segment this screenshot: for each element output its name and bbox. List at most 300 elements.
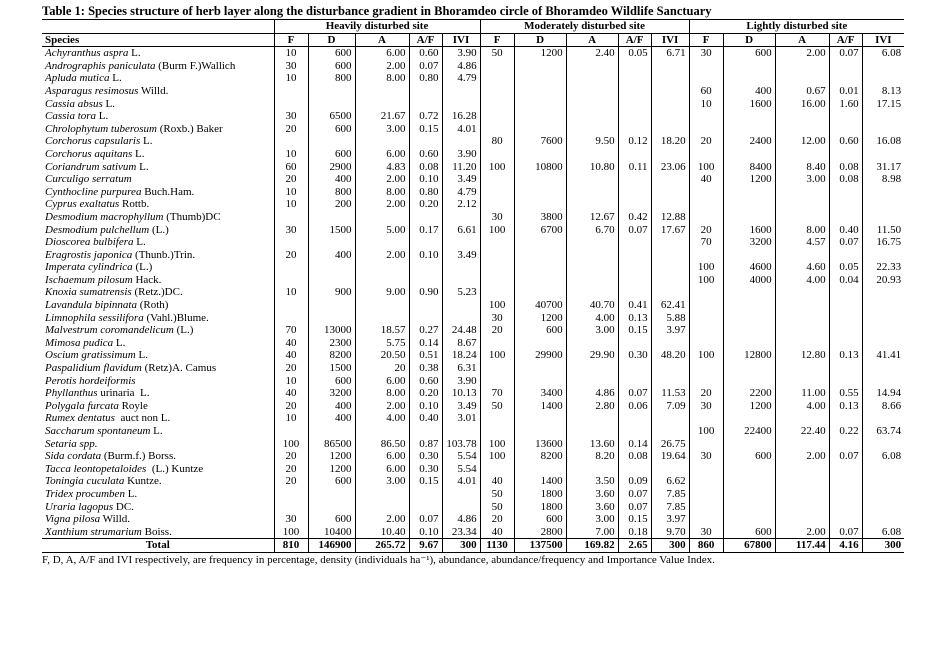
cell-m-f: 30 [480, 211, 514, 224]
cell-l-a: 0.67 [775, 85, 829, 98]
species-authority: (Burm F.)Wallich [155, 59, 236, 72]
cell-m-d: 13600 [514, 438, 566, 451]
cell-l-d: 400 [723, 85, 775, 98]
cell-h-af [409, 425, 442, 438]
cell-h-f: 40 [274, 387, 308, 400]
cell-m-a: 13.60 [566, 438, 618, 451]
species-name: Xanthium strumarium [45, 525, 142, 538]
species-cell [42, 110, 274, 123]
cell-m-f [480, 337, 514, 350]
cell-h-af: 0.60 [409, 375, 442, 388]
cell-h-f: 10 [274, 412, 308, 425]
table-row [42, 72, 904, 85]
cell-l-af [829, 362, 862, 375]
cell-h-a: 3.00 [355, 475, 409, 488]
cell-m-af: 0.07 [618, 501, 651, 514]
cell-l-d [723, 488, 775, 501]
cell-h-ivi: 6.31 [442, 362, 480, 375]
cell-h-a: 2.00 [355, 173, 409, 186]
species-name: Cyprus exaltatus [45, 198, 120, 211]
cell-l-d: 1600 [723, 98, 775, 111]
cell-m-a: 8.20 [566, 450, 618, 463]
cell-m-a: 3.60 [566, 501, 618, 514]
cell-h-ivi: 3.90 [442, 148, 480, 161]
cell-m-af: 0.13 [618, 312, 651, 325]
cell-l-af: 0.07 [829, 236, 862, 249]
column-header-h-4: IVI [442, 33, 480, 47]
total-m-d: 137500 [514, 539, 566, 553]
cell-h-d [308, 211, 355, 224]
species-authority: (Burm.f.) Borss. [101, 450, 176, 463]
cell-l-af: 0.60 [829, 135, 862, 148]
cell-m-a [566, 337, 618, 350]
cell-m-d [514, 173, 566, 186]
cell-l-ivi: 8.98 [862, 173, 904, 186]
cell-m-ivi: 11.53 [651, 387, 689, 400]
cell-h-ivi: 6.61 [442, 224, 480, 237]
cell-l-d [723, 312, 775, 325]
species-name: Apluda mutica [45, 72, 110, 85]
table-row [42, 387, 904, 400]
cell-h-d: 8200 [308, 349, 355, 362]
cell-m-af: 0.07 [618, 224, 651, 237]
species-authority: urinaria L. [97, 387, 150, 400]
species-authority: L. [124, 487, 138, 500]
cell-h-ivi: 18.24 [442, 349, 480, 362]
table-row [42, 349, 904, 362]
cell-l-af [829, 488, 862, 501]
cell-m-f: 40 [480, 475, 514, 488]
species-authority: (Retz.)DC. [131, 286, 183, 299]
cell-m-f: 50 [480, 47, 514, 60]
cell-m-f [480, 362, 514, 375]
cell-m-ivi [651, 60, 689, 73]
cell-m-a [566, 60, 618, 73]
cell-m-a [566, 362, 618, 375]
cell-h-ivi [442, 211, 480, 224]
cell-h-ivi [442, 312, 480, 325]
cell-l-d: 600 [723, 450, 775, 463]
cell-m-af: 0.07 [618, 387, 651, 400]
cell-h-d [308, 299, 355, 312]
cell-l-f: 100 [689, 425, 723, 438]
column-header-m-4: IVI [651, 33, 689, 47]
species-name: Andrographis paniculata [45, 59, 156, 72]
cell-l-ivi [862, 286, 904, 299]
species-name: Desmodium pulchellum [45, 223, 150, 236]
cell-m-af: 0.41 [618, 299, 651, 312]
cell-h-a: 86.50 [355, 438, 409, 451]
cell-l-f [689, 110, 723, 123]
cell-l-f: 30 [689, 400, 723, 413]
cell-l-f [689, 463, 723, 476]
cell-l-f: 60 [689, 85, 723, 98]
cell-l-af [829, 324, 862, 337]
species-name: Tridex procumben [45, 487, 125, 500]
document [42, 3, 902, 567]
cell-m-f [480, 274, 514, 287]
table-row [42, 475, 904, 488]
cell-m-d [514, 274, 566, 287]
species-authority: L. [136, 160, 149, 173]
cell-l-d: 4600 [723, 261, 775, 274]
cell-h-a: 4.83 [355, 161, 409, 174]
table-caption: Table 1: Species structure of herb layer along the disturbance gradient in Bhoramdeo circle of Bhoramdeo Wildlife Sanctuary [42, 4, 712, 18]
cell-m-a: 9.50 [566, 135, 618, 148]
species-name: Imperata cylindrica [45, 261, 133, 274]
species-name: Setaria spp. [45, 437, 98, 450]
cell-m-f: 100 [480, 349, 514, 362]
species-cell [42, 286, 274, 299]
cell-l-d: 600 [723, 47, 775, 60]
cell-l-a [775, 148, 829, 161]
species-name: Ischaemum pilosum [45, 273, 133, 286]
cell-h-a [355, 312, 409, 325]
column-header-h-2: A [355, 33, 409, 47]
cell-h-ivi: 4.86 [442, 513, 480, 526]
cell-l-ivi: 6.08 [862, 526, 904, 539]
cell-h-af: 0.40 [409, 412, 442, 425]
cell-h-af: 0.10 [409, 400, 442, 413]
cell-m-a [566, 261, 618, 274]
cell-h-f: 20 [274, 173, 308, 186]
cell-m-f [480, 425, 514, 438]
cell-h-f [274, 501, 308, 514]
cell-h-af [409, 261, 442, 274]
group-lightly: Lightly disturbed site [689, 20, 904, 34]
cell-m-f: 40 [480, 526, 514, 539]
footnote: F, D, A, A/F and IVI respectively, are frequency in percentage, density (individuals ha⁻¹), abundance, abundance/frequency and Importance Value Index. [42, 553, 715, 566]
cell-m-f [480, 123, 514, 136]
cell-l-af [829, 412, 862, 425]
cell-l-a [775, 249, 829, 262]
cell-l-ivi [862, 299, 904, 312]
cell-m-f [480, 98, 514, 111]
cell-m-a: 2.40 [566, 47, 618, 60]
cell-m-af [618, 412, 651, 425]
cell-l-f [689, 198, 723, 211]
species-name: Phyllanthus [45, 387, 98, 400]
cell-l-af [829, 475, 862, 488]
species-cell [42, 299, 274, 312]
cell-l-f: 100 [689, 349, 723, 362]
cell-m-ivi: 5.88 [651, 312, 689, 325]
column-header-m-0: F [480, 33, 514, 47]
table-row [42, 123, 904, 136]
species-cell [42, 161, 274, 174]
cell-m-f [480, 286, 514, 299]
cell-l-d [723, 123, 775, 136]
cell-h-af: 0.10 [409, 173, 442, 186]
cell-m-f [480, 249, 514, 262]
species-authority: L. [102, 97, 116, 110]
species-cell [42, 387, 274, 400]
cell-l-ivi [862, 249, 904, 262]
cell-l-a [775, 312, 829, 325]
species-authority: L. [133, 236, 146, 249]
cell-l-d [723, 198, 775, 211]
cell-h-d: 600 [308, 375, 355, 388]
cell-m-a [566, 72, 618, 85]
cell-m-ivi [651, 375, 689, 388]
cell-l-d [723, 513, 775, 526]
species-authority: L. [150, 425, 163, 437]
cell-m-ivi: 7.09 [651, 400, 689, 413]
cell-l-d [723, 362, 775, 375]
cell-l-d: 2400 [723, 135, 775, 148]
cell-h-d [308, 501, 355, 514]
cell-l-f: 100 [689, 161, 723, 174]
cell-l-f [689, 186, 723, 199]
cell-h-ivi [442, 261, 480, 274]
cell-h-a: 8.00 [355, 387, 409, 400]
species-name: Curculigo serratum [45, 173, 132, 186]
cell-l-d [723, 286, 775, 299]
cell-l-a [775, 438, 829, 451]
table-row [42, 274, 904, 287]
cell-m-a [566, 463, 618, 476]
cell-m-af [618, 286, 651, 299]
cell-m-d: 7600 [514, 135, 566, 148]
cell-m-a: 12.67 [566, 211, 618, 224]
cell-h-f: 10 [274, 186, 308, 199]
total-h-ivi: 300 [442, 539, 480, 553]
cell-h-a [355, 211, 409, 224]
cell-l-a [775, 211, 829, 224]
species-name: Achyranthus aspra [45, 47, 129, 60]
cell-l-a [775, 412, 829, 425]
cell-m-af: 0.14 [618, 438, 651, 451]
total-l-ivi: 300 [862, 539, 904, 553]
cell-h-a: 2.00 [355, 249, 409, 262]
cell-l-af [829, 513, 862, 526]
species-authority: L. [109, 72, 122, 85]
cell-h-a: 3.00 [355, 123, 409, 136]
species-name: Malvestrum coromandelicum [45, 324, 174, 337]
cell-l-d [723, 412, 775, 425]
cell-l-a [775, 324, 829, 337]
cell-m-af: 0.08 [618, 450, 651, 463]
cell-m-af: 0.11 [618, 161, 651, 174]
cell-l-f: 20 [689, 387, 723, 400]
species-cell [42, 85, 274, 98]
species-cell [42, 47, 274, 60]
cell-h-d: 1500 [308, 362, 355, 375]
cell-m-d [514, 249, 566, 262]
cell-m-f: 100 [480, 450, 514, 463]
species-name: Vigna pilosa [45, 513, 101, 526]
cell-m-ivi [651, 337, 689, 350]
cell-l-ivi [862, 488, 904, 501]
table-row [42, 312, 904, 325]
cell-l-ivi [862, 72, 904, 85]
cell-m-d: 1200 [514, 312, 566, 325]
cell-h-d: 13000 [308, 324, 355, 337]
species-name: Cassia tora [45, 110, 97, 123]
cell-h-d [308, 274, 355, 287]
cell-h-a [355, 501, 409, 514]
column-header-l-0: F [689, 33, 723, 47]
cell-l-f: 30 [689, 47, 723, 60]
cell-h-f: 40 [274, 349, 308, 362]
cell-l-af [829, 299, 862, 312]
cell-h-f: 30 [274, 513, 308, 526]
species-name: Rumex dentatus [45, 412, 115, 425]
total-m-ivi: 300 [651, 539, 689, 553]
cell-m-d: 1200 [514, 47, 566, 60]
cell-m-af [618, 261, 651, 274]
cell-h-d [308, 135, 355, 148]
species-cell [42, 98, 274, 111]
cell-m-d: 600 [514, 324, 566, 337]
cell-m-f: 80 [480, 135, 514, 148]
cell-l-ivi: 6.08 [862, 47, 904, 60]
total-m-f: 1130 [480, 539, 514, 553]
cell-m-ivi: 18.20 [651, 135, 689, 148]
column-header-h-0: F [274, 33, 308, 47]
species-authority: L. [96, 110, 109, 123]
cell-h-af [409, 236, 442, 249]
cell-l-af [829, 148, 862, 161]
cell-h-d: 1500 [308, 224, 355, 237]
cell-m-ivi: 7.85 [651, 488, 689, 501]
cell-m-d [514, 337, 566, 350]
cell-l-ivi [862, 186, 904, 199]
cell-m-af [618, 123, 651, 136]
cell-l-d: 8400 [723, 161, 775, 174]
cell-m-af [618, 274, 651, 287]
cell-h-ivi: 3.90 [442, 47, 480, 60]
cell-l-ivi [862, 375, 904, 388]
cell-m-ivi [651, 173, 689, 186]
cell-l-a [775, 110, 829, 123]
cell-m-ivi: 7.85 [651, 501, 689, 514]
cell-l-af: 0.13 [829, 400, 862, 413]
cell-m-d [514, 463, 566, 476]
cell-l-f [689, 60, 723, 73]
cell-l-a: 8.00 [775, 224, 829, 237]
cell-h-a: 6.00 [355, 47, 409, 60]
cell-h-ivi: 4.01 [442, 475, 480, 488]
cell-h-af: 0.38 [409, 362, 442, 375]
cell-h-d: 600 [308, 123, 355, 136]
cell-m-af: 0.15 [618, 324, 651, 337]
cell-m-d [514, 186, 566, 199]
species-authority: Willd. [100, 513, 131, 526]
cell-h-d: 3200 [308, 387, 355, 400]
cell-h-d: 900 [308, 286, 355, 299]
species-cell [42, 135, 274, 148]
cell-m-f: 20 [480, 513, 514, 526]
species-cell [42, 488, 274, 501]
cell-h-f: 20 [274, 249, 308, 262]
cell-h-a: 20.50 [355, 349, 409, 362]
cell-h-a: 2.00 [355, 400, 409, 413]
cell-l-f [689, 299, 723, 312]
species-name: Paspalidium flavidum [45, 362, 142, 375]
cell-h-af: 0.87 [409, 438, 442, 451]
total-l-a: 117.44 [775, 539, 829, 553]
cell-l-f [689, 337, 723, 350]
cell-h-af: 0.07 [409, 60, 442, 73]
cell-m-f: 70 [480, 387, 514, 400]
cell-m-ivi: 3.97 [651, 513, 689, 526]
cell-m-af: 0.15 [618, 513, 651, 526]
total-l-af: 4.16 [829, 539, 862, 553]
column-header-m-3: A/F [618, 33, 651, 47]
cell-l-f [689, 375, 723, 388]
cell-l-d [723, 375, 775, 388]
table-row [42, 186, 904, 199]
column-header-row [42, 33, 904, 47]
cell-l-d: 1200 [723, 400, 775, 413]
cell-l-f: 10 [689, 98, 723, 111]
cell-l-af: 0.22 [829, 425, 862, 438]
cell-l-a: 4.60 [775, 261, 829, 274]
cell-l-a [775, 501, 829, 514]
cell-m-f [480, 110, 514, 123]
cell-h-d: 1200 [308, 463, 355, 476]
cell-l-f: 40 [689, 173, 723, 186]
cell-h-f: 30 [274, 224, 308, 237]
species-cell [42, 362, 274, 375]
cell-l-d [723, 463, 775, 476]
cell-m-a [566, 274, 618, 287]
cell-h-ivi: 2.12 [442, 198, 480, 211]
species-authority: Hack. [132, 273, 162, 286]
cell-m-f: 100 [480, 299, 514, 312]
cell-m-d: 29900 [514, 349, 566, 362]
cell-m-af [618, 249, 651, 262]
cell-m-f [480, 148, 514, 161]
cell-m-af [618, 98, 651, 111]
cell-h-f: 10 [274, 375, 308, 388]
cell-l-a: 2.00 [775, 47, 829, 60]
species-name: Corchorus aquitans [45, 147, 133, 160]
cell-h-a: 6.00 [355, 148, 409, 161]
cell-h-af [409, 488, 442, 501]
cell-l-ivi [862, 501, 904, 514]
cell-m-ivi [651, 85, 689, 98]
cell-h-a: 4.00 [355, 412, 409, 425]
cell-h-d: 400 [308, 173, 355, 186]
table-row [42, 400, 904, 413]
cell-h-d: 600 [308, 47, 355, 60]
cell-h-a: 6.00 [355, 375, 409, 388]
cell-l-f: 20 [689, 135, 723, 148]
cell-h-f: 40 [274, 337, 308, 350]
cell-l-f: 20 [689, 224, 723, 237]
cell-l-a: 12.80 [775, 349, 829, 362]
total-row [42, 539, 904, 553]
table-row [42, 425, 904, 438]
cell-h-f [274, 261, 308, 274]
cell-h-d [308, 236, 355, 249]
cell-m-a [566, 85, 618, 98]
species-cell [42, 463, 274, 476]
cell-h-ivi [442, 425, 480, 438]
cell-m-a [566, 186, 618, 199]
cell-m-f: 20 [480, 324, 514, 337]
species-authority: Rottb. [119, 198, 150, 211]
cell-m-f: 100 [480, 224, 514, 237]
cell-l-d: 22400 [723, 425, 775, 438]
species-table [42, 19, 904, 553]
species-authority: Boiss. [141, 525, 172, 538]
cell-h-f: 10 [274, 47, 308, 60]
cell-h-f [274, 98, 308, 111]
cell-l-f: 30 [689, 526, 723, 539]
